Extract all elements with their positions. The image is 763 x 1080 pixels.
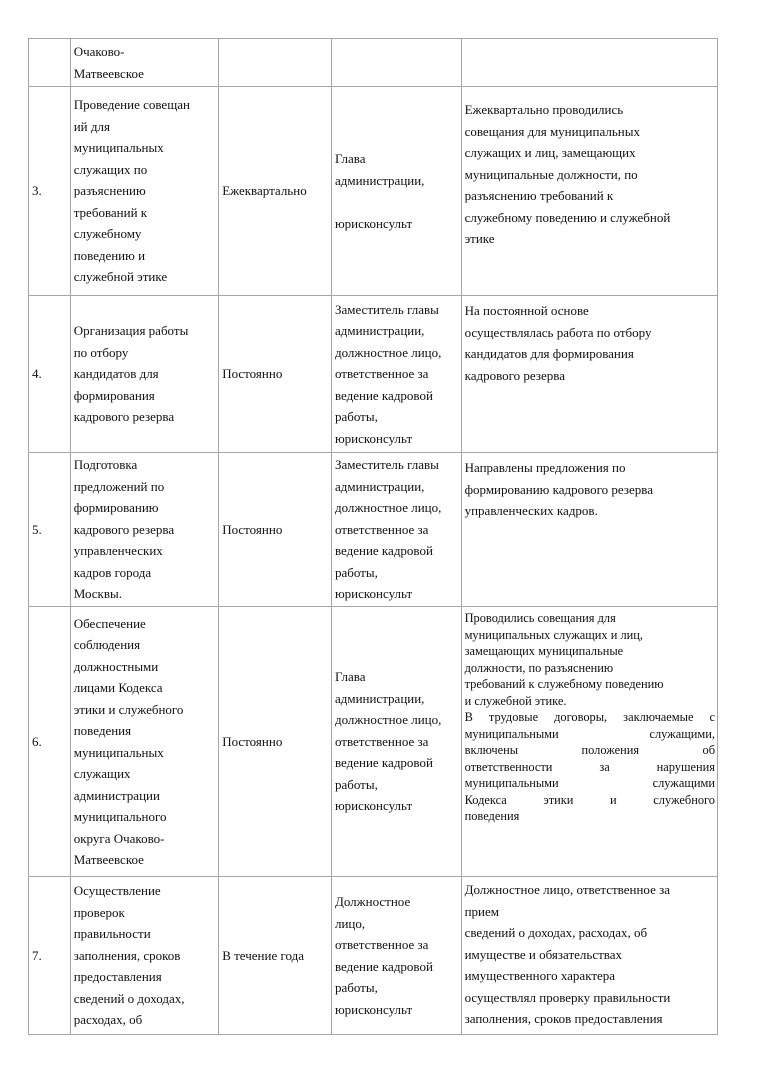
row-number [29, 39, 71, 87]
measure-name: Очаково- Матвеевское [70, 39, 218, 87]
result [461, 39, 717, 87]
measures-report-table [28, 38, 718, 1035]
deadline: Ежеквартально [219, 87, 332, 296]
responsible: Заместитель главы администрации, должностное лицо, ответственное за ведение кадровой работы, юрисконсульт [331, 296, 461, 453]
result [461, 607, 717, 877]
row-number: 5. [29, 453, 71, 607]
row-number: 4. [29, 296, 71, 453]
row-number: 7. [29, 877, 71, 1035]
responsible: Должностное лицо, ответственное за ведение кадровой работы, юрисконсульт [331, 877, 461, 1035]
result: Направлены предложения по формированию кадрового резерва управленческих кадров. [461, 453, 717, 607]
result-line: Кодекса этики и служебного [464, 792, 715, 807]
measure-name: Осуществление проверок правильности заполнения, сроков предоставления сведений о доходах, расходах, об [70, 877, 218, 1035]
measure-name: Подготовка предложений по формированию кадрового резерва управленческих кадров города Москвы. [70, 453, 218, 607]
responsible: Заместитель главы администрации, должностное лицо, ответственное за ведение кадровой работы, юрисконсульт [331, 453, 461, 607]
result-line: В трудовые договоры, заключаемые с [464, 710, 715, 724]
measure-name: Обеспечение соблюдения должностными лицами Кодекса этики и служебного поведения муниципальных служащих администрации муниципального округа Очаково- Матвеевское [70, 607, 218, 877]
table-row [29, 296, 718, 453]
result-line: ответственности за нарушения [464, 759, 715, 774]
result-line: включены положения об [464, 743, 715, 757]
result-paragraph: Проводились совещания для муниципальных служащих и лиц, замещающих муниципальные должности, по разъяснению требований к служебному поведению и служебной этике. [464, 611, 664, 708]
responsible [331, 39, 461, 87]
table-row [29, 607, 718, 877]
measure-name: Организация работы по отбору кандидатов для формирования кадрового резерва [70, 296, 218, 453]
table-row [29, 877, 718, 1035]
result-line: поведения [464, 809, 520, 823]
result-line: муниципальными служащими, [464, 726, 715, 741]
deadline [219, 39, 332, 87]
deadline: Постоянно [219, 607, 332, 877]
deadline: Постоянно [219, 453, 332, 607]
row-number: 6. [29, 607, 71, 877]
deadline: Постоянно [219, 296, 332, 453]
deadline: В течение года [219, 877, 332, 1035]
responsible: Глава администрации, должностное лицо, ответственное за ведение кадровой работы, юрисконсульт [331, 607, 461, 877]
table-row [29, 39, 718, 87]
result: На постоянной основе осуществлялась работа по отбору кандидатов для формирования кадрового резерва [461, 296, 717, 453]
responsible: Глава администрации, юрисконсульт [331, 87, 461, 296]
result: Должностное лицо, ответственное за прием сведений о доходах, расходах, об имуществе и обязательствах имущественного характера осуществлял проверку правильности заполнения, сроков предоставления [461, 877, 717, 1035]
result: Ежеквартально проводились совещания для муниципальных служащих и лиц, замещающих муниципальные должности, по разъяснению требований к служебному поведению и служебной этике [461, 87, 717, 296]
result-line: муниципальными служащими [464, 776, 715, 790]
table-row [29, 453, 718, 607]
table-row [29, 87, 718, 296]
measure-name: Проведение совещан ий для муниципальных служащих по разъяснению требований к служебному поведению и служебной этике [70, 87, 218, 296]
row-number: 3. [29, 87, 71, 296]
